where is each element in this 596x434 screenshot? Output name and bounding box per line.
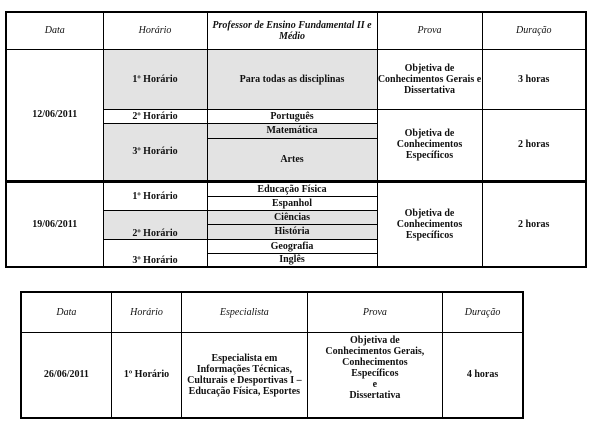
prova-line: Específicos <box>351 367 399 379</box>
horario-2: 2º Horário <box>103 109 207 123</box>
horario-1-b2: 1º Horário <box>103 181 207 210</box>
subject-portugues: Português <box>207 109 377 123</box>
date-19-06: 19/06/2011 <box>6 181 103 267</box>
header-data: Data <box>6 12 103 49</box>
duracao-2h-b2: 2 horas <box>482 181 586 267</box>
horario-3-b2: 3º Horário <box>103 239 207 267</box>
duracao-4h: 4 horas <box>443 332 523 418</box>
header2-prova: Prova <box>307 292 443 332</box>
exam-schedule-table <box>5 11 587 268</box>
subject-matematica: Matemática <box>207 123 377 138</box>
horario-1: 1º Horário <box>103 49 207 109</box>
prova-especificos: Objetiva de Conhecimentos Específicos <box>377 109 482 181</box>
especialista-desc: Especialista em Informações Técnicas, Culturais e Desportivas I – Educação Física, Esportes <box>182 332 307 418</box>
prova-t2 <box>307 332 443 418</box>
header2-especialista: Especialista <box>182 292 307 332</box>
header2-data: Data <box>21 292 111 332</box>
duracao-2h: 2 horas <box>482 109 586 181</box>
prova-line: Conhecimentos <box>342 356 408 368</box>
prova-gerais: Objetiva de Conhecimentos Gerais e Dissertativa <box>377 49 482 109</box>
horario-3: 3º Horário <box>103 123 207 181</box>
subject-ingles: Inglês <box>207 253 377 267</box>
header-professor: Professor de Ensino Fundamental II e Médio <box>207 12 377 49</box>
horario-2-b2: 2º Horário <box>103 210 207 239</box>
subject-educacao-fisica: Educação Física <box>207 181 377 196</box>
subject-historia: História <box>207 224 377 239</box>
subject-artes: Artes <box>207 138 377 181</box>
prova-line: e <box>372 378 378 390</box>
date-26-06: 26/06/2011 <box>21 332 111 418</box>
subject-all: Para todas as disciplinas <box>207 49 377 109</box>
header-horario: Horário <box>103 12 207 49</box>
header-duracao: Duração <box>482 12 586 49</box>
header-prova: Prova <box>377 12 482 49</box>
date-12-06: 12/06/2011 <box>6 49 103 181</box>
subject-espanhol: Espanhol <box>207 196 377 210</box>
horario-t2: 1º Horário <box>111 332 181 418</box>
subject-ciencias: Ciências <box>207 210 377 224</box>
header2-duracao: Duração <box>443 292 523 332</box>
specialist-exam-table <box>20 291 524 419</box>
prova-line: Conhecimentos Gerais, <box>325 345 425 357</box>
header2-horario: Horário <box>111 292 181 332</box>
prova-line: Dissertativa <box>349 389 401 401</box>
subject-geografia: Geografia <box>207 239 377 253</box>
prova-line: Objetiva de <box>350 334 400 346</box>
duracao-3h: 3 horas <box>482 49 586 109</box>
prova-especificos-b2: Objetiva de Conhecimentos Específicos <box>377 181 482 267</box>
